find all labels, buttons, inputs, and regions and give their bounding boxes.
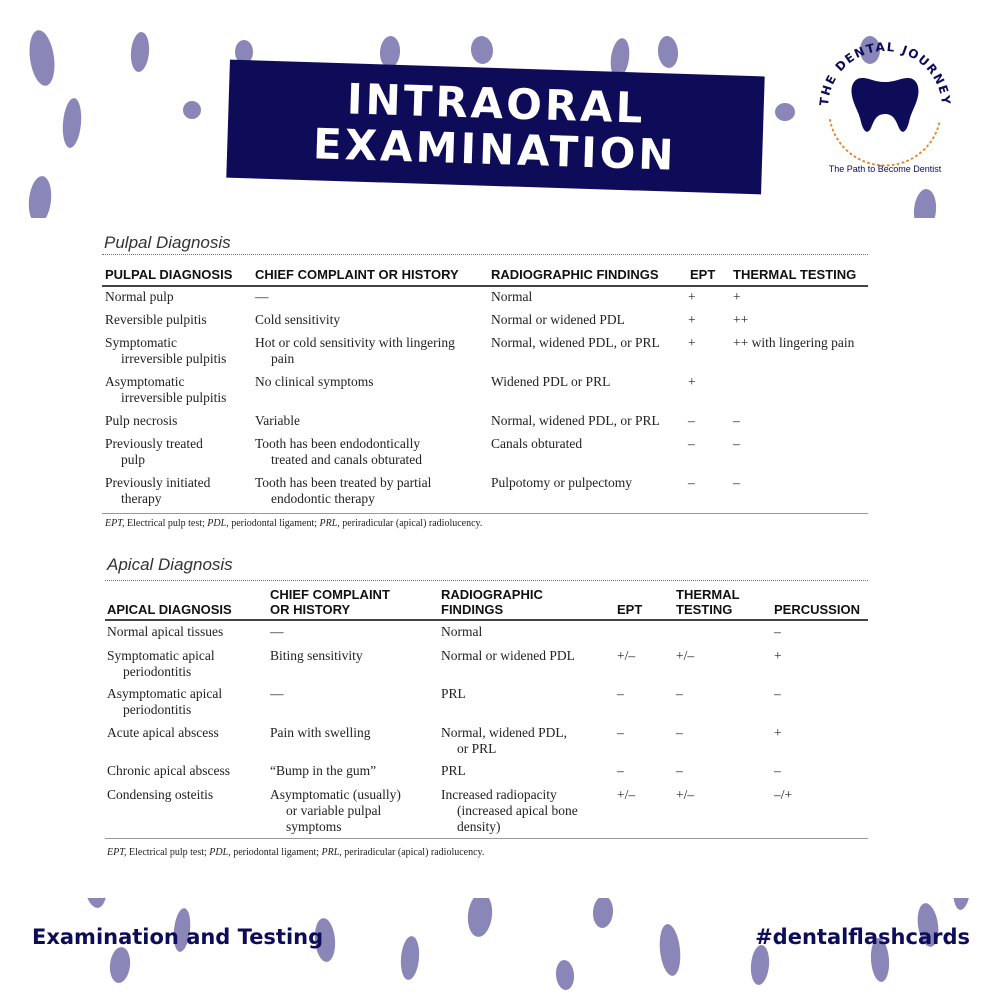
apical-cell-complaint: —	[270, 624, 284, 639]
footer-topic: Examination and Testing	[32, 925, 324, 949]
pulpal-cell-radiographic: Pulpotomy or pulpectomy	[491, 475, 632, 490]
pulpal-header-ept: EPT	[690, 267, 716, 282]
pulpal-cell-radiographic: Normal or widened PDL	[491, 312, 625, 327]
pulpal-cell-thermal: +	[733, 289, 741, 304]
apical-cell-thermal: –	[676, 725, 683, 740]
divider	[102, 285, 868, 287]
apical-cell-diagnosis: Acute apical abscess	[107, 725, 219, 740]
apical-cell-complaint: —	[270, 686, 284, 701]
apical-cell-radiographic: Normal, widened PDL, or PRL	[441, 725, 567, 756]
title-banner	[226, 60, 764, 195]
pulpal-cell-complaint: —	[255, 289, 269, 304]
pulpal-cell-complaint: Tooth has been treated by partial endodontic therapy	[255, 475, 432, 506]
apical-cell-radiographic: Normal or widened PDL	[441, 648, 575, 663]
apical-header-diagnosis: APICAL DIAGNOSIS	[107, 602, 232, 617]
brush-stroke	[592, 895, 614, 928]
apical-cell-complaint: Asymptomatic (usually) or variable pulpal symptoms	[270, 787, 401, 834]
pulpal-cell-diagnosis: Pulp necrosis	[105, 413, 178, 428]
divider	[105, 838, 868, 839]
pulpal-header-thermal: THERMAL TESTING	[733, 267, 857, 282]
brush-stroke	[129, 31, 150, 72]
apical-cell-diagnosis: Normal apical tissues	[107, 624, 224, 639]
title-line-2: EXAMINATION	[312, 119, 678, 180]
pulpal-cell-complaint: Tooth has been endodontically treated and canals obturated	[255, 436, 423, 467]
pulpal-cell-ept: –	[688, 475, 695, 490]
apical-cell-ept: +/–	[617, 648, 636, 663]
logo-arc-text: THE DENTAL JOURNEY	[816, 39, 954, 107]
brush-stroke	[657, 35, 680, 69]
apical-cell-percussion: –	[774, 763, 781, 778]
apical-footnote: EPT, Electrical pulp test; PDL, periodontal ligament; PRL, periradicular (apical) radiolucency.	[107, 847, 485, 858]
apical-cell-radiographic: PRL	[441, 686, 466, 701]
pulpal-cell-ept: +	[688, 312, 696, 327]
pulpal-header-diagnosis: PULPAL DIAGNOSIS	[105, 267, 233, 282]
apical-header-ept: EPT	[617, 602, 643, 617]
pulpal-cell-thermal: ++	[733, 312, 749, 327]
brush-stroke	[26, 29, 58, 88]
apical-cell-ept: –	[617, 686, 624, 701]
brush-stroke	[466, 892, 494, 938]
content-panel	[0, 218, 1000, 898]
apical-cell-percussion: –	[774, 686, 781, 701]
apical-cell-radiographic: Normal	[441, 624, 483, 639]
brush-stroke	[183, 101, 201, 119]
apical-cell-diagnosis: Condensing osteitis	[107, 787, 214, 802]
divider	[105, 619, 868, 621]
pulpal-cell-radiographic: Widened PDL or PRL	[491, 374, 611, 389]
apical-header-thermal: THERMAL TESTING	[676, 587, 740, 617]
pulpal-cell-diagnosis: Reversible pulpitis	[105, 312, 207, 327]
pulpal-cell-ept: +	[688, 289, 696, 304]
brush-stroke	[749, 944, 770, 985]
pulpal-footnote: EPT, Electrical pulp test; PDL, periodontal ligament; PRL, periradicular (apical) radiolucency.	[105, 518, 483, 529]
pulpal-cell-complaint: Hot or cold sensitivity with lingering pain	[255, 335, 455, 366]
apical-cell-complaint: Pain with swelling	[270, 725, 371, 740]
pulpal-cell-diagnosis: Asymptomatic irreversible pulpitis	[105, 374, 227, 405]
divider	[105, 580, 868, 581]
apical-header-complaint: CHIEF COMPLAINT OR HISTORY	[270, 587, 390, 617]
pulpal-cell-thermal: –	[733, 413, 740, 428]
apical-cell-thermal: –	[676, 763, 683, 778]
apical-cell-thermal: +/–	[676, 648, 695, 663]
pulpal-cell-diagnosis: Previously treated pulp	[105, 436, 203, 467]
apical-cell-ept: –	[617, 763, 624, 778]
apical-cell-diagnosis: Symptomatic apical periodontitis	[107, 648, 215, 679]
apical-cell-thermal: +/–	[676, 787, 695, 802]
apical-header-percussion: PERCUSSION	[774, 602, 860, 617]
brush-stroke	[61, 97, 83, 148]
brush-stroke	[657, 923, 682, 977]
apical-cell-diagnosis: Asymptomatic apical periodontitis	[107, 686, 223, 717]
brush-stroke	[399, 935, 421, 980]
dental-journey-logo	[810, 20, 960, 180]
apical-cell-percussion: +	[774, 648, 782, 663]
pulpal-cell-ept: +	[688, 335, 696, 350]
pulpal-cell-thermal: –	[733, 475, 740, 490]
apical-cell-complaint: Biting sensitivity	[270, 648, 363, 663]
tooth-icon	[851, 78, 918, 132]
apical-cell-radiographic: PRL	[441, 763, 466, 778]
pulpal-cell-ept: +	[688, 374, 696, 389]
pulpal-cell-complaint: No clinical symptoms	[255, 374, 374, 389]
brush-stroke	[775, 103, 795, 121]
brush-stroke	[555, 959, 576, 990]
footer-hashtag: #dentalflashcards	[755, 925, 970, 949]
pulpal-section-title: Pulpal Diagnosis	[104, 233, 231, 252]
apical-header-radiographic: RADIOGRAPHIC FINDINGS	[441, 587, 543, 617]
pulpal-cell-radiographic: Canals obturated	[491, 436, 583, 451]
apical-cell-complaint: “Bump in the gum”	[270, 763, 377, 778]
pulpal-cell-complaint: Variable	[255, 413, 300, 428]
divider	[102, 254, 868, 255]
apical-cell-percussion: –/+	[774, 787, 793, 802]
pulpal-cell-radiographic: Normal	[491, 289, 533, 304]
pulpal-cell-complaint: Cold sensitivity	[255, 312, 341, 327]
pulpal-header-complaint: CHIEF COMPLAINT OR HISTORY	[255, 267, 459, 282]
pulpal-cell-ept: –	[688, 413, 695, 428]
logo-tagline: The Path to Become Dentist	[828, 164, 942, 174]
divider	[102, 513, 868, 514]
pulpal-cell-thermal: ++ with lingering pain	[733, 335, 855, 350]
pulpal-cell-diagnosis: Previously initiated therapy	[105, 475, 211, 506]
apical-cell-thermal: –	[676, 686, 683, 701]
apical-cell-percussion: –	[774, 624, 781, 639]
apical-cell-ept: –	[617, 725, 624, 740]
apical-cell-percussion: +	[774, 725, 782, 740]
brush-stroke	[470, 35, 495, 65]
pulpal-cell-diagnosis: Normal pulp	[105, 289, 174, 304]
pulpal-cell-ept: –	[688, 436, 695, 451]
pulpal-cell-diagnosis: Symptomatic irreversible pulpitis	[105, 335, 227, 366]
apical-section-title: Apical Diagnosis	[107, 555, 233, 574]
apical-cell-ept: +/–	[617, 787, 636, 802]
pulpal-cell-radiographic: Normal, widened PDL, or PRL	[491, 413, 660, 428]
title-line-1: INTRAORAL	[346, 74, 647, 133]
pulpal-cell-thermal: –	[733, 436, 740, 451]
brush-stroke	[108, 946, 132, 984]
apical-cell-diagnosis: Chronic apical abscess	[107, 763, 230, 778]
pulpal-cell-radiographic: Normal, widened PDL, or PRL	[491, 335, 660, 350]
pulpal-header-radiographic: RADIOGRAPHIC FINDINGS	[491, 267, 659, 282]
apical-cell-radiographic: Increased radiopacity (increased apical bone density)	[441, 787, 578, 834]
